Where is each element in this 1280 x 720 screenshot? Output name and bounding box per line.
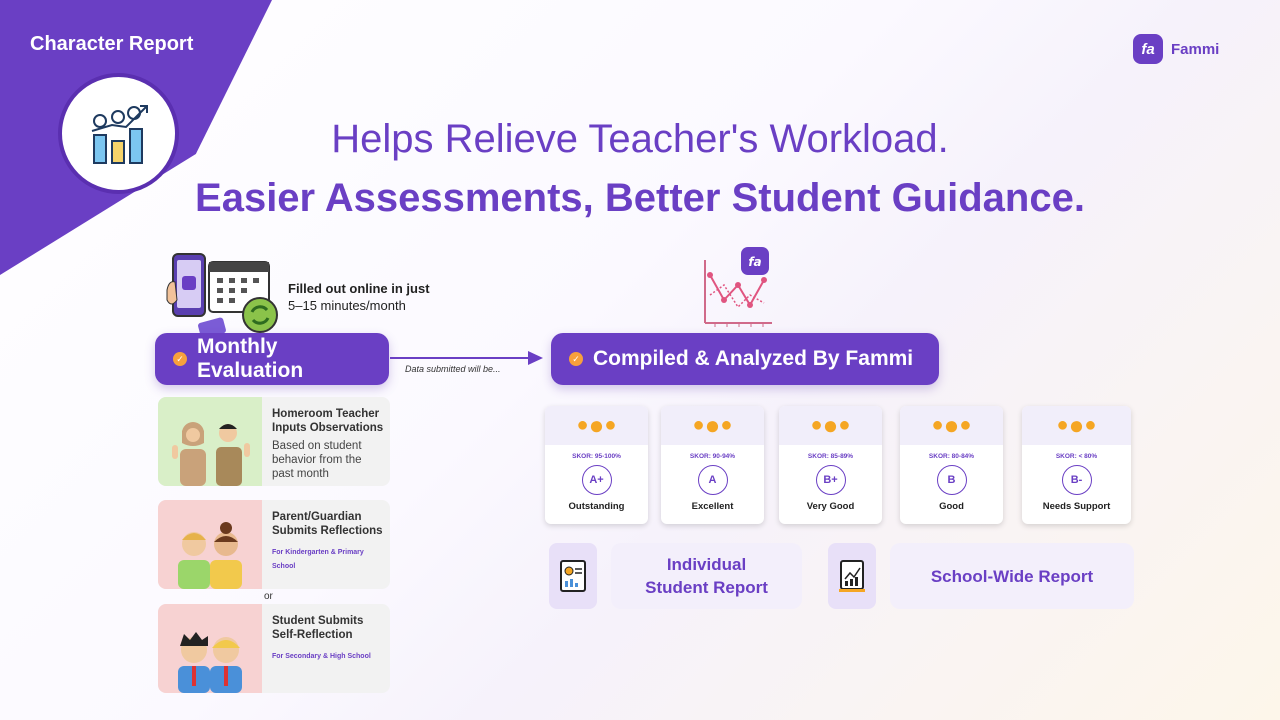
medal-icon: ● — [838, 414, 851, 436]
individual-report-line1: Individual — [666, 555, 747, 574]
individual-report-icon-tile — [549, 543, 597, 609]
school-report-label: School-Wide Report — [930, 566, 1094, 586]
medal-icon: ● — [1068, 410, 1085, 440]
grade-letter: A+ — [582, 465, 612, 495]
student-illustration — [158, 604, 262, 693]
card-title: Student Submits Self-Reflection — [272, 615, 364, 641]
school-report-box — [890, 543, 1134, 609]
input-card-student — [158, 604, 390, 693]
monthly-evaluation-label: Monthly Evaluation — [196, 335, 304, 382]
check-icon: ✓ — [569, 352, 583, 366]
school-report-icon — [838, 559, 866, 593]
card-subtitle: For Kindergarten & Primary School — [272, 549, 364, 570]
card-title: Homeroom Teacher Inputs Observations — [272, 408, 384, 434]
check-icon: ✓ — [173, 352, 187, 366]
grade-label: Needs Support — [1042, 501, 1111, 512]
grade-letter: B+ — [816, 465, 846, 495]
medal-icon: ● — [692, 414, 705, 436]
medal-icon: ● — [943, 410, 960, 440]
filled-out-note — [288, 280, 430, 314]
grade-score: SKOR: 95-100% — [572, 453, 621, 460]
card-title: Parent/Guardian Submits Reflections — [272, 511, 383, 537]
input-card-teacher — [158, 397, 390, 486]
input-card-parent — [158, 500, 390, 589]
filled-out-rest: 5–15 minutes/month — [288, 298, 406, 313]
medal-icon: ● — [720, 414, 733, 436]
card-subtitle: For Secondary & High School — [272, 653, 371, 660]
grade-letter: B- — [1062, 465, 1092, 495]
grade-letter: A — [698, 465, 728, 495]
grade-card-a-plus — [545, 406, 648, 524]
headline-line-1: Helps Relieve Teacher's Workload. — [331, 117, 949, 161]
brand-logo — [1133, 34, 1219, 64]
medal-icon: ● — [959, 414, 972, 436]
logo-mark: fa — [1133, 34, 1163, 64]
grade-score: SKOR: 85-89% — [807, 453, 854, 460]
teacher-illustration — [158, 397, 262, 486]
compiled-analyzed-label: Compiled & Analyzed By Fammi — [593, 347, 914, 370]
report-document-icon — [559, 559, 587, 593]
medal-icon: ● — [576, 414, 589, 436]
medal-icon: ● — [604, 414, 617, 436]
grade-label: Outstanding — [568, 501, 625, 512]
grade-letter: B — [937, 465, 967, 495]
grade-card-b-plus — [779, 406, 882, 524]
grade-score: SKOR: 80-84% — [928, 453, 975, 460]
analytics-chart-icon — [700, 245, 775, 330]
headline-line-2: Easier Assessments, Better Student Guidance. — [195, 176, 1085, 220]
grade-label: Good — [939, 501, 964, 512]
card-desc: Based on student behavior from the past month — [272, 440, 362, 480]
individual-report-box — [611, 543, 802, 609]
filled-out-bold: Filled out online in just — [288, 281, 430, 296]
school-report-icon-tile — [828, 543, 876, 609]
grade-card-b — [900, 406, 1003, 524]
medal-icon: ● — [931, 414, 944, 436]
or-separator: or — [264, 591, 273, 602]
medal-icon: ● — [810, 414, 823, 436]
medal-icon: ● — [704, 410, 721, 440]
grade-label: Excellent — [691, 501, 734, 512]
medal-icon: ● — [822, 410, 839, 440]
arrow-caption: Data submitted will be... — [405, 364, 501, 374]
phone-calendar-illustration — [163, 250, 283, 345]
compiled-analyzed-pill — [551, 333, 939, 385]
medal-icon: ● — [588, 410, 605, 440]
grade-score: SKOR: 90-94% — [689, 453, 736, 460]
grade-label: Very Good — [806, 501, 855, 512]
grade-card-b-minus — [1022, 406, 1131, 524]
monthly-evaluation-pill — [155, 333, 389, 385]
medal-icon: ● — [1056, 414, 1069, 436]
grade-card-a — [661, 406, 764, 524]
parent-illustration — [158, 500, 262, 589]
individual-report-line2: Student Report — [645, 578, 768, 597]
grade-score: SKOR: < 80% — [1055, 453, 1098, 460]
corner-title: Character Report — [30, 33, 194, 55]
logo-text: Fammi — [1171, 40, 1220, 58]
medal-icon: ● — [1084, 414, 1097, 436]
svg-text:fa: fa — [748, 255, 762, 269]
